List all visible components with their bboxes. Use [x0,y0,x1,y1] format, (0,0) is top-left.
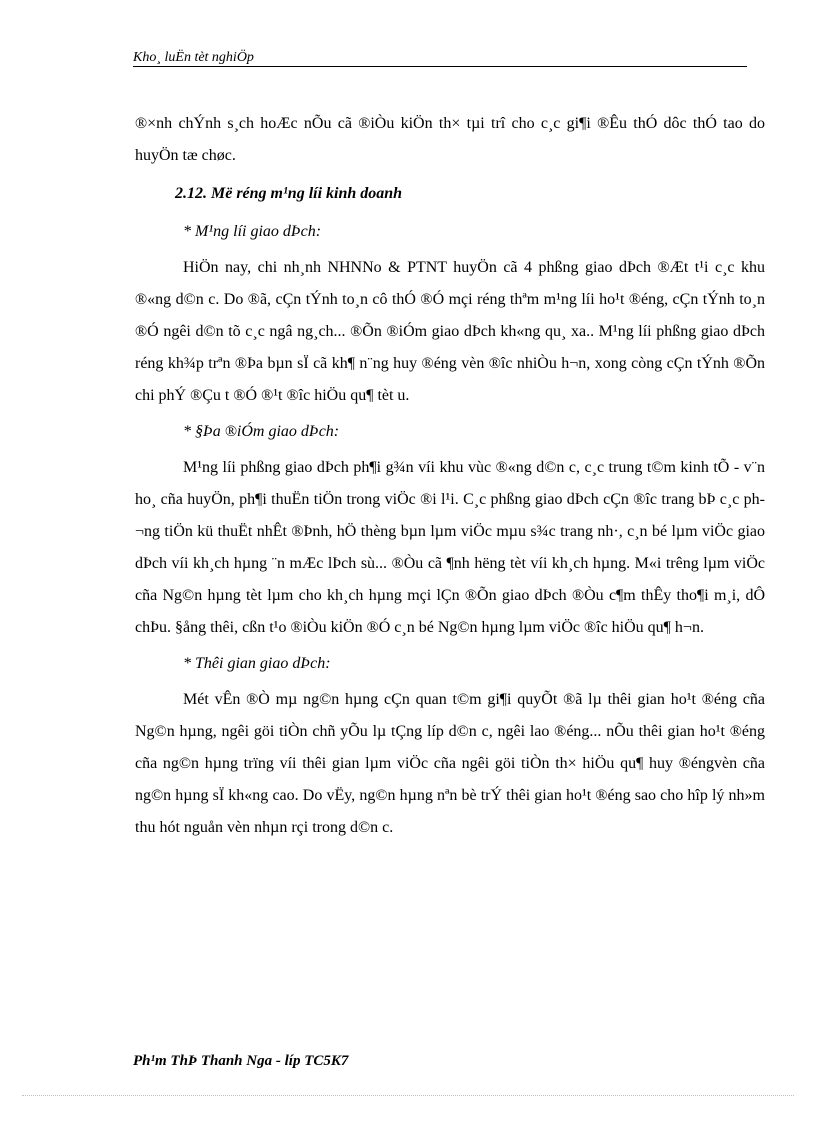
page-bottom-divider [22,1095,794,1096]
subheading-hours: * Thêi gian giao dÞch: [183,655,331,672]
page-body [135,108,765,844]
header-rule [133,66,747,67]
paragraph-hours: Mét vÊn ®Ò mµ ng©n hµng cÇn quan t©m gi¶i quyÕt ®ã lµ thêi gian ho¹t ®éng cña Ng©n hµng, ngêi göi tiÒn chñ yÕu lµ tÇng líp d©n c, ngêi lao ®éng... nÕu thêi gian ho¹t ®éng cña ng©n hµng trïng víi thêi gian lµm viÖc cña ngêi göi tiÒn th× hiÖu qu¶ huy ®éngvèn cña ng©n hµng sÏ kh«ng cao. Do vËy, ng©n hµng nªn bè trÝ thêi gian ho¹t ®éng sao cho hîp lý nh»m thu hót nguån vèn nhµn rçi trong d©n c. [135,691,765,836]
subheading-location: * §Þa ®iÓm giao dÞch: [183,423,340,440]
page-header [133,50,747,70]
paragraph-network: HiÖn nay, chi nh¸nh NHNNo & PTNT huyÖn cã 4 phßng giao dÞch ®Æt t¹i c¸c khu ®«ng d©n c. Do ®ã, cÇn tÝnh to¸n cô thÓ ®Ó mçi réng thªm m¹ng líi ho¹t ®éng, cÇn tÝnh to¸n ®Ó ngêi d©n tõ c¸c ngâ ng¸ch... ®Õn ®iÓm giao dÞch kh«ng qu¸ xa.. M¹ng líi phßng giao dÞch réng kh¾p trªn ®Þa bµn sÏ cã kh¶ n¨ng huy ®éng vèn ®îc nhiÒu h¬n, xong còng cÇn tÝnh ®Õn chi phÝ ®Çu t ®Ó ®¹t ®îc hiÖu qu¶ tèt u. [135,259,765,404]
header-title: Kho¸ luËn tèt nghiÖp [133,50,254,65]
subheading-network: * M¹ng líi giao dÞch: [183,223,322,240]
paragraph-1: ®×nh chÝnh s¸ch hoÆc nÕu cã ®iÒu kiÖn th× tµi trî cho c¸c gi¶i ®Êu thÓ dôc thÓ tao do huyÖn tæ chøc. [135,115,765,164]
paragraph-location: M¹ng líi phßng giao dÞch ph¶i g¾n víi khu vùc ®«ng d©n c, c¸c trung t©m kinh tÕ - v¨n ho¸ cña huyÖn, ph¶i thuËn tiÖn trong viÖc ®i l¹i. C¸c phßng giao dÞch cÇn ®îc trang bÞ c¸c ph¬ng tiÖn kü thuËt nhÊt ®Þnh, hÖ thèng bµn lµm viÖc mµu s¾c trang nh·, c¸n bé lµm viÖc giao dÞch víi kh¸ch hµng ¨n mÆc lÞch sù... ®Òu cã ¶nh hëng tèt víi kh¸ch hµng. M«i trêng lµm viÖc cña Ng©n hµng tèt lµm cho kh¸ch hµng mçi lÇn ®Õn giao dÞch ®Òu c¶m thÊy tho¶i m¸i, dÔ chÞu. §ång thêi, cßn t¹o ®iÒu kiÖn ®Ó c¸n bé Ng©n hµng lµm viÖc ®îc hiÖu qu¶ h¬n. [135,459,765,636]
page-footer: Ph¹m ThÞ Thanh Nga - líp TC5K7 [133,1053,349,1069]
section-heading: 2.12. Më réng m¹ng líi kinh doanh [175,185,403,202]
